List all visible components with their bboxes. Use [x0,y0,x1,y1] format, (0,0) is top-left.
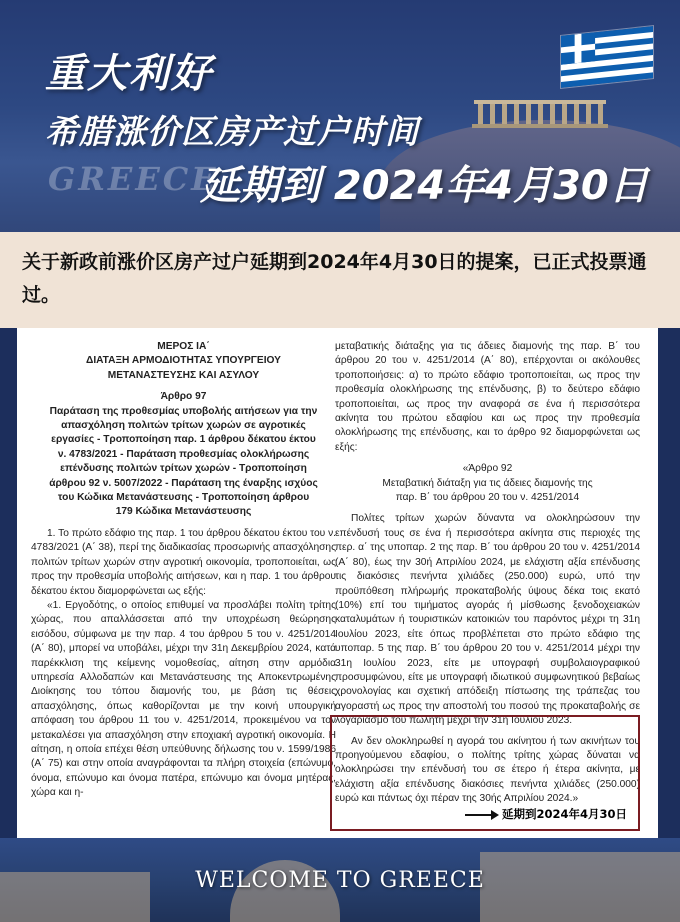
footer-banner [0,838,680,922]
headline-date: 延期到 2024年4月30日 [200,163,649,209]
ministry-heading-1: ΔΙΑΤΑΞΗ ΑΡΜΟΔΙΟΤΗΤΑΣ ΥΠΟΥΡΓΕΙΟΥ [86,355,281,367]
highlighted-paragraph: Αν δεν ολοκληρωθεί η αγορά του ακίνητου ή των ακινήτων του προηγούμενου εδαφίου, ο πολίτης τρίτης χώρας δύναται να ολοκληρώσει την επένδυσή του σε έτερο ή έτερα ακίνητα, με ελάχιστη αξία επένδυσης διακόσιες πενήντα χιλιάδες (250.000) ευρώ και πάντως όχι πέραν της 30ής Απριλίου 2024.» [335,735,640,805]
paragraph: Πολίτες τρίτων χωρών δύναντα να ολοκληρώσουν την επένδυσή τους σε ένα ή περισσότερα ακίνητα στις περιοχές της περ. α΄ της υποπαρ. 2 της παρ. Β΄ του άρθρου 20 του ν. 4251/2014 (Α΄ 80), έως την 30ή Απριλίου 2024, με ελάχιστη αξία επένδυσης τις διακόσιες πενήντα χιλιάδες (250.000) ευρώ, υπό την προϋπόθεση πλήρωμής προκαταβολής ύψους δέκα τοις εκατό (10%) επί του τιμήματος αγοράς ή μίσθωσης ξενοδοχειακών καταλυμάτων ή τουριστικών κατοικιών του παρόντος μέχρι τη 31η Ιουλίου 2023, είτε όπως προβλέπεται στο πρώτο εδάφιο της υποπαρ. 5 της παρ. Β΄ του άρθρου 20 του ν. 4251/2014 μέχρι την 31η Ιουλίου 2023, είτε με υπογραφή συμβολαιογραφικού προσυμφώνου, είτε με υπογραφή ιδιωτικού συμφωνητικού βεβαίως χρονολογίας και σχετική απόδειξη πίστωσης της τράπεζας του αγοραστή ως προς την αποστολή του ποσού της προκαταβολής σε λογαριασμό του πωλητή μέχρι την 31η Ιουλίου 2023. [335,513,640,727]
headline-subtitle: 希腊涨价区房产过户时间 [45,112,419,151]
paragraph: μεταβατικής διάταξης για τις άδειες διαμονής της παρ. Β΄ του άρθρου 20 του ν. 4251/2014 (Α΄ 80), επέρχονται οι ακόλουθες τροποποιήσεις: α) το πρώτο εδάφιο τροποποιείται, ως προς την προθεσμία ολοκλήρωσης της επένδυσης, β) το δεύτερο εδάφιο τροποποιείται, ως προς την αναφορά σε ένα ή περισσότερα ακίνητα του πρώτου εδαφίου και ως προς την προθεσμία ολοκλήρωσης της επένδυσης, και το άρθρο 92 διαμορφώνεται ως εξής: [335,341,640,453]
greek-flag-icon [560,25,654,89]
announcement-band [0,232,680,328]
headline-main: 重大利好 [45,51,213,97]
paragraph: «1. Εργοδότης, ο οποίος επιθυμεί να προσλάβει πολίτη τρίτης χώρας, που απαλλάσσεται από την υποχρέωση θεώρησης εισόδου, σύμφωνα με την παρ. 4 του άρθρου 5 του ν. 4251/2014 (Α΄ 80), μπορεί να υποβάλει, μέχρι την 31η Δεκεμβρίου 2024, κατά παρέκκλιση της κείμενης νομοθεσίας, αίτηση στην αρμόδια υπηρεσία Αλλοδαπών και Μετανάστευσης της Αποκεντρωμένης Διοίκησης του τόπου διαμονής του, με βάση τις θέσεις απασχόλησης, όπως καθορίζονται με την κοινή υπουργική απόφαση του άρθρου 11 του ν. 4251/2014, προκειμένου να τον μετακαλέσει για απασχόληση στην εποχιακή αγροτική οικονομία. Η αίτηση, η οποία επέχει θέση υπεύθυνης δήλωσης του ν. 1599/1986 (Α΄ 75) και στην οποία αναγράφονται τα πλήρη στοιχεία (επώνυμο, όνομα, επώνυμο και όνομα πατέρα, επώνυμο και όνομα μητέρας, χώρα και η- [31,599,336,799]
document-left-column [31,340,336,801]
hero-banner [0,0,680,232]
welcome-caption: WELCOME TO GREECE [195,868,485,893]
parthenon-icon [470,96,610,128]
quoted-article-title: Μεταβατική διάταξη για τις άδειες διαμονής της παρ. Β΄ του άρθρου 20 του ν. 4251/2014 [382,477,593,504]
quoted-article-number: «Άρθρο 92 [462,463,513,475]
article-title: Παράταση της προθεσμίας υποβολής αιτήσεων για την απασχόληση πολιτών τρίτων χωρών σε αγροτικές εργασίες - Τροποποίηση παρ. 1 άρθρου δέκατου έκτου ν. 4783/2021 - Παράταση προθεσμίας ολοκλήρωσης επένδυσης πολιτών τρίτων χωρών - Τροποποίηση άρθρου 92 ν. 5007/2022 - Παράταση της έναρξης ισχύος του Κώδικα Μετανάστευσης - Τροποποίηση άρθρου 179 Κώδικα Μετανάστευσης [49,405,318,518]
law-document-excerpt [17,328,658,838]
paragraph: 1. Το πρώτο εδάφιο της παρ. 1 του άρθρου δέκατου έκτου του ν. 4783/2021 (Α΄ 38), περί της διαδικασίας προσωρινής απασχόλησης πολιτών τρίτων χωρών στην αγροτική οικονομία, τροποποιείται, ως προς την προθεσμία υποβολής αιτήσεων, και η παρ. 1 του άρθρου δέκατου έκτου διαμορφώνεται ως εξής: [31,527,337,597]
announcement-text: 关于新政前涨价区房产过户延期到2024年4月30日的提案，已正式投票通过。 [22,251,647,306]
article-number: Άρθρο 97 [160,391,207,403]
part-heading: ΜΕΡΟΣ ΙΑ΄ [157,341,210,352]
ministry-heading-2: ΜΕΤΑΝΑΣΤΕΥΣΗΣ ΚΑΙ ΑΣΥΛΟΥ [107,369,260,381]
arrow-icon [465,814,497,816]
greece-watermark: GREECE [48,160,219,198]
deadline-callout: 延期到2024年4月30日 [502,807,628,821]
